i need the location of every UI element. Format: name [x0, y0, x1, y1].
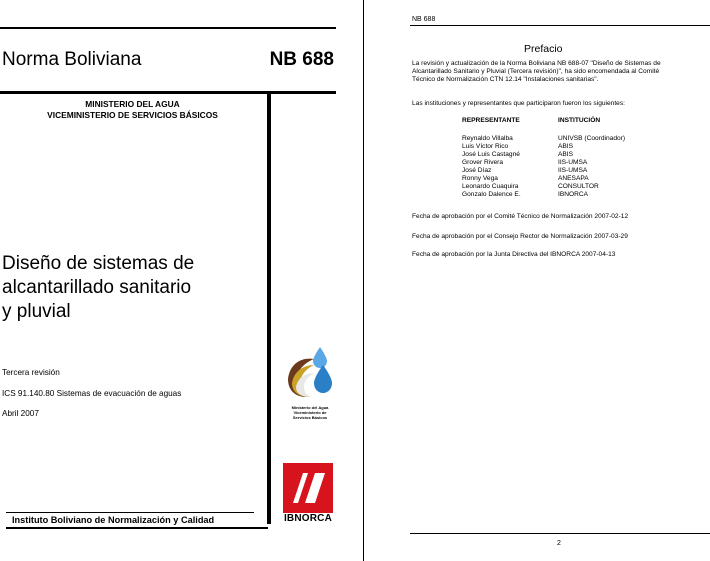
revision-text: Tercera revisión [2, 368, 60, 377]
header-rule [410, 25, 710, 26]
participant-org: ABIS [558, 143, 574, 150]
representative-header: REPRESENTANTE [462, 117, 520, 124]
participant-org: ABIS [558, 151, 574, 158]
preface-intro [412, 60, 710, 84]
intro-line: Alcantarillado Sanitario y Pluvial (Tercera revisión)", ha sido encomendada al Comité [412, 68, 660, 75]
participant-name: Luis Víctor Rico [462, 143, 509, 150]
title-rule [0, 91, 336, 94]
page-footer-rule [410, 533, 710, 534]
ministry-line: MINISTERIO DEL AGUA [85, 99, 180, 109]
participants-intro: Las instituciones y representantes que participaron fueron los siguientes: [412, 100, 625, 107]
running-header: NB 688 [412, 16, 436, 23]
participant-org: ANESAPA [558, 175, 589, 182]
institute-footer: Instituto Boliviano de Normalización y Calidad [12, 515, 215, 525]
logo-caption-line: Viceministerio de [293, 410, 327, 415]
participant-org: CONSULTOR [558, 183, 599, 190]
participant-name: Reynaldo Villalba [462, 135, 513, 142]
participant-name: Grover Rivera [462, 159, 504, 166]
ministry-logo-caption [280, 405, 340, 420]
participant-name: José Luis Castagné [462, 151, 520, 158]
cover-page [0, 0, 338, 561]
participant-name: Ronny Vega [462, 175, 498, 182]
intro-line: La revisión y actualización de la Norma Boliviana NB 688-07 "Diseño de Sistemas de [412, 60, 661, 67]
footer-rule [6, 512, 254, 513]
participant-org: IIS-UMSA [558, 159, 588, 166]
logo-caption-line: Ministerio del Agua [291, 405, 329, 410]
doc-title-line: y pluvial [2, 301, 71, 322]
ibnorca-label: IBNORCA [283, 513, 333, 524]
approval-date-committee: Fecha de aprobación por el Comité Técnico de Normalización 2007-02-12 [412, 213, 629, 220]
doc-title-line: Diseño de sistemas de [2, 253, 195, 274]
participant-org: IIS-UMSA [558, 167, 588, 174]
approval-date-council: Fecha de aprobación por el Consejo Rector de Normalización 2007-03-29 [412, 233, 628, 240]
intro-line: Técnico de Normalización CTN 12.14 "Instalaciones sanitarias". [412, 76, 599, 83]
participant-name: Leonardo Cuaquira [462, 183, 519, 190]
participant-org: IBNORCA [558, 191, 589, 198]
norm-type-title: Norma Boliviana [2, 49, 142, 70]
preface-title: Prefacio [524, 43, 563, 55]
footer-rule-bottom [6, 527, 268, 529]
top-rule [0, 27, 336, 29]
preface-page [364, 0, 710, 561]
ministry-block [20, 99, 245, 121]
logo-caption-line: Servicios Básicos [292, 415, 328, 420]
vertical-rule [267, 94, 271, 524]
norm-code: NB 688 [269, 49, 334, 70]
ics-text: ICS 91.140.80 Sistemas de evacuación de aguas [2, 389, 182, 398]
ibnorca-logo [283, 463, 333, 513]
document-title [2, 252, 262, 324]
viceministry-line: VICEMINISTERIO DE SERVICIOS BÁSICOS [47, 110, 218, 120]
date-text: Abril 2007 [2, 409, 39, 418]
participant-name: Gonzalo Dalence E. [462, 191, 521, 198]
doc-title-line: alcantarillado sanitario [2, 277, 192, 298]
approval-date-board: Fecha de aprobación por la Junta Directiva del IBNORCA 2007-04-13 [412, 251, 616, 258]
institution-header: INSTITUCIÓN [558, 117, 601, 124]
participant-org: UNIVSB (Coordinador) [558, 135, 626, 142]
page-number: 2 [557, 540, 561, 547]
participant-name: José Díaz [462, 167, 492, 174]
